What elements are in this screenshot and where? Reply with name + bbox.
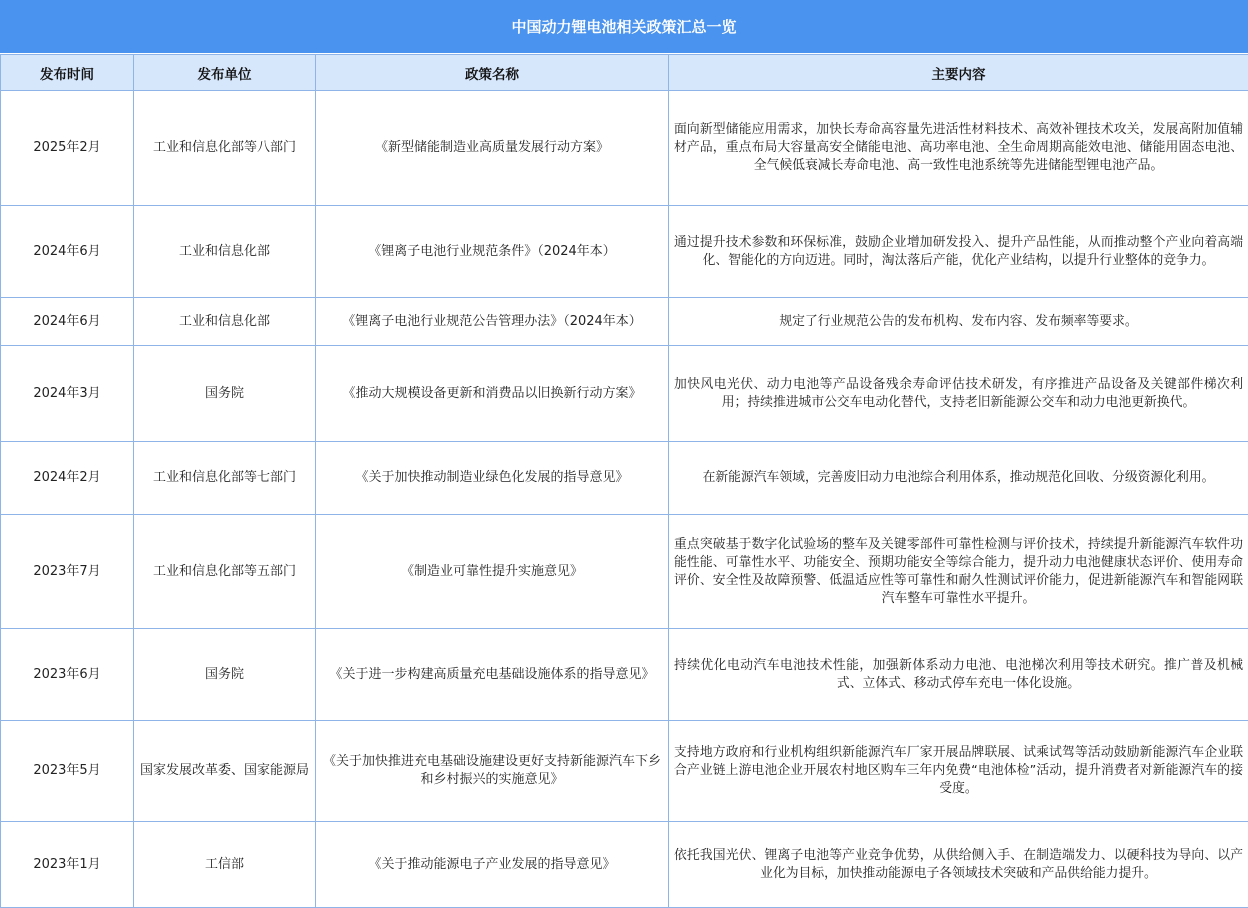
cell-org: 工业和信息化部 [134, 206, 316, 298]
table-row [1, 346, 1248, 442]
cell-content: 依托我国光伏、锂离子电池等产业竞争优势，从供给侧入手、在制造端发力、以硬科技为导向、以产业化为目标，加快推动能源电子各领域技术突破和产品供给能力提升。 [669, 822, 1248, 908]
cell-date: 2024年6月 [1, 298, 134, 346]
cell-date: 2024年3月 [1, 346, 134, 442]
cell-org: 工业和信息化部等五部门 [134, 515, 316, 629]
table-row [1, 206, 1248, 298]
cell-org: 国务院 [134, 629, 316, 721]
table-title: 中国动力锂电池相关政策汇总一览 [0, 0, 1248, 54]
table-row [1, 298, 1248, 346]
table-row [1, 721, 1248, 822]
table-row [1, 629, 1248, 721]
cell-date: 2024年6月 [1, 206, 134, 298]
cell-policy: 《关于加快推进充电基础设施建设更好支持新能源汽车下乡和乡村振兴的实施意见》 [316, 721, 669, 822]
table-row [1, 822, 1248, 908]
cell-content: 持续优化电动汽车电池技术性能，加强新体系动力电池、电池梯次利用等技术研究。推广普及机械式、立体式、移动式停车充电一体化设施。 [669, 629, 1248, 721]
cell-org: 国务院 [134, 346, 316, 442]
cell-policy: 《制造业可靠性提升实施意见》 [316, 515, 669, 629]
cell-policy: 《关于推动能源电子产业发展的指导意见》 [316, 822, 669, 908]
cell-org: 工业和信息化部等七部门 [134, 442, 316, 515]
cell-org: 国家发展改革委、国家能源局 [134, 721, 316, 822]
column-header-content: 主要内容 [669, 55, 1248, 91]
cell-policy: 《新型储能制造业高质量发展行动方案》 [316, 91, 669, 206]
cell-policy: 《锂离子电池行业规范条件》（2024年本） [316, 206, 669, 298]
cell-content: 规定了行业规范公告的发布机构、发布内容、发布频率等要求。 [669, 298, 1248, 346]
header-row [1, 55, 1248, 91]
cell-date: 2025年2月 [1, 91, 134, 206]
column-header-date: 发布时间 [1, 55, 134, 91]
cell-content: 面向新型储能应用需求，加快长寿命高容量先进活性材料技术、高效补锂技术攻关，发展高附加值辅材产品，重点布局大容量高安全储能电池、高功率电池、全生命周期高能效电池、储能用固态电池、全气候低衰减长寿命电池、高一致性电池系统等先进储能型锂电池产品。 [669, 91, 1248, 206]
cell-content: 支持地方政府和行业机构组织新能源汽车厂家开展品牌联展、试乘试驾等活动鼓励新能源汽车企业联合产业链上游电池企业开展农村地区购车三年内免费“电池体检”活动，提升消费者对新能源汽车的接受度。 [669, 721, 1248, 822]
cell-policy: 《推动大规模设备更新和消费品以旧换新行动方案》 [316, 346, 669, 442]
cell-content: 重点突破基于数字化试验场的整车及关键零部件可靠性检测与评价技术，持续提升新能源汽车软件功能性能、可靠性水平、功能安全、预期功能安全等综合能力，提升动力电池健康状态评价、使用寿命评价、安全性及故障预警、低温适应性等可靠性和耐久性测试评价能力，促进新能源汽车和智能网联汽车整车可靠性水平提升。 [669, 515, 1248, 629]
cell-org: 工业和信息化部等八部门 [134, 91, 316, 206]
cell-date: 2023年5月 [1, 721, 134, 822]
cell-org: 工信部 [134, 822, 316, 908]
cell-date: 2024年2月 [1, 442, 134, 515]
cell-content: 通过提升技术参数和环保标准，鼓励企业增加研发投入、提升产品性能，从而推动整个产业向着高端化、智能化的方向迈进。同时，淘汰落后产能，优化产业结构，以提升行业整体的竞争力。 [669, 206, 1248, 298]
cell-content: 加快风电光伏、动力电池等产品设备残余寿命评估技术研发，有序推进产品设备及关键部件梯次利用；持续推进城市公交车电动化替代，支持老旧新能源公交车和动力电池更新换代。 [669, 346, 1248, 442]
cell-date: 2023年7月 [1, 515, 134, 629]
table-row [1, 91, 1248, 206]
cell-policy: 《关于加快推动制造业绿色化发展的指导意见》 [316, 442, 669, 515]
cell-date: 2023年1月 [1, 822, 134, 908]
column-header-policy: 政策名称 [316, 55, 669, 91]
table-row [1, 515, 1248, 629]
table-row [1, 442, 1248, 515]
cell-policy: 《关于进一步构建高质量充电基础设施体系的指导意见》 [316, 629, 669, 721]
cell-policy: 《锂离子电池行业规范公告管理办法》（2024年本） [316, 298, 669, 346]
cell-org: 工业和信息化部 [134, 298, 316, 346]
column-header-org: 发布单位 [134, 55, 316, 91]
cell-date: 2023年6月 [1, 629, 134, 721]
policy-table [0, 54, 1248, 908]
cell-content: 在新能源汽车领域，完善废旧动力电池综合利用体系，推动规范化回收、分级资源化利用。 [669, 442, 1248, 515]
